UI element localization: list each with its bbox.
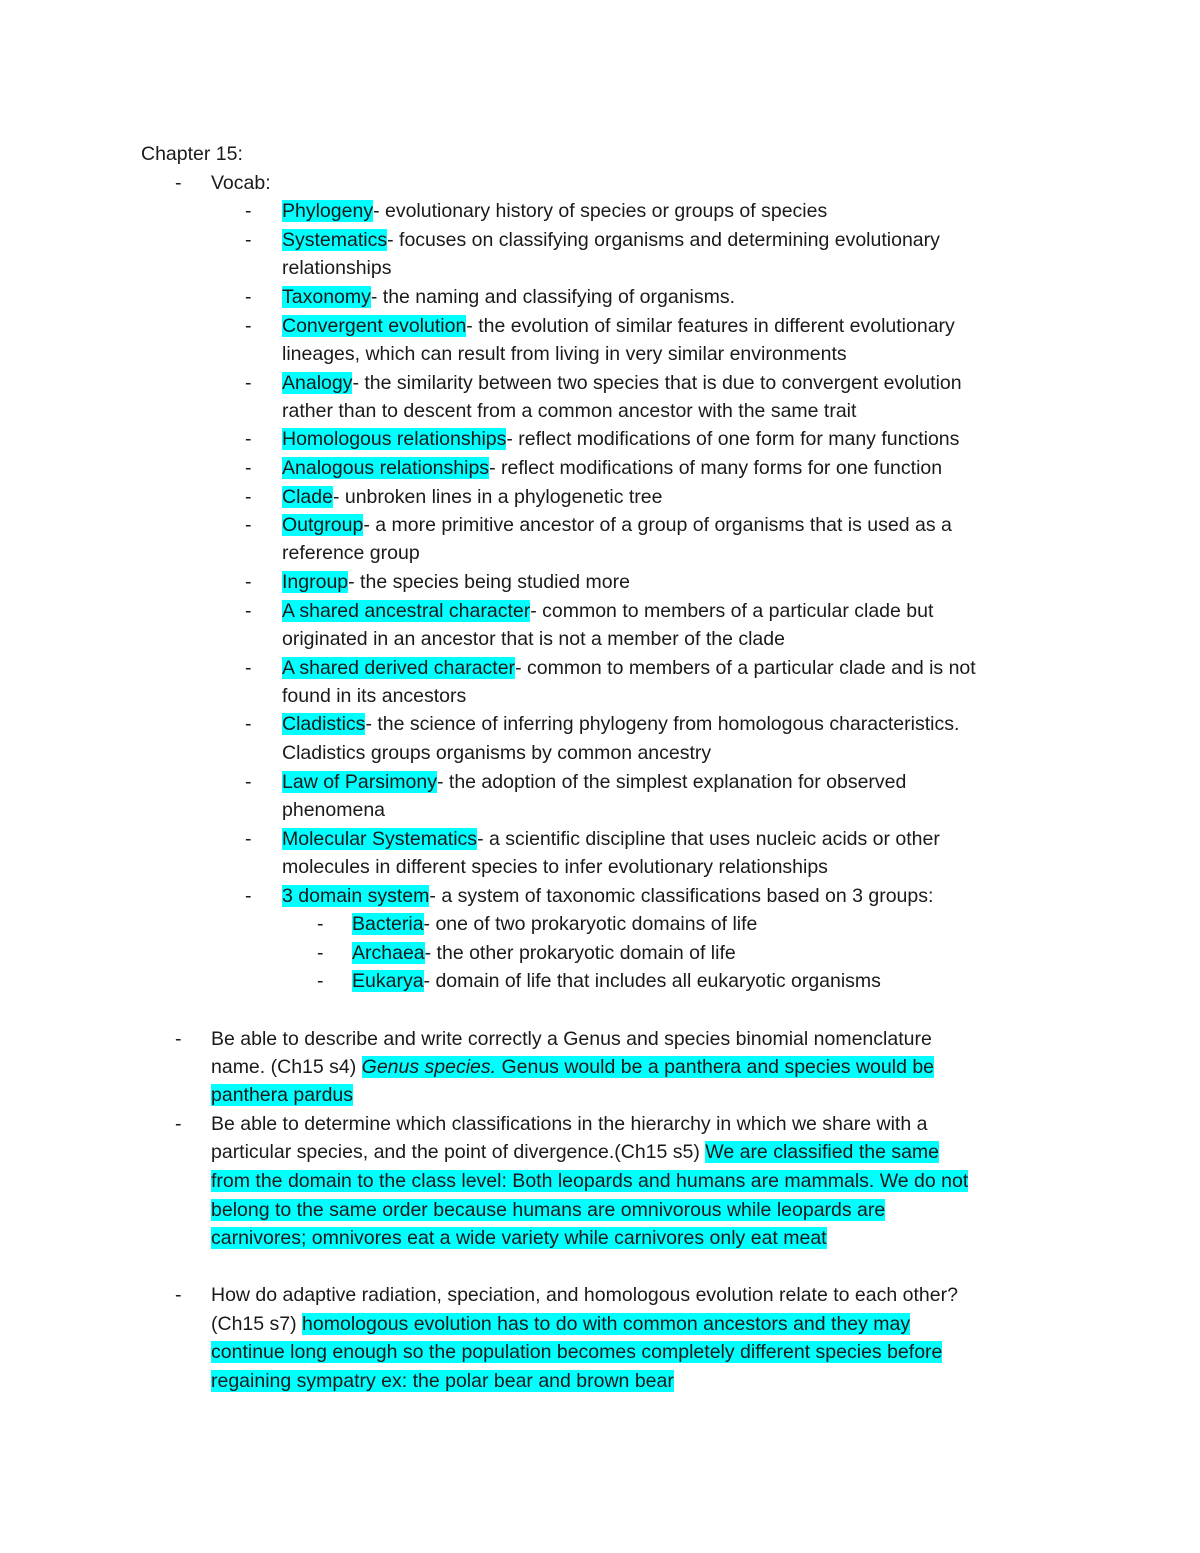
vocab-item — [282, 283, 735, 311]
vocab-term: Cladistics — [282, 713, 366, 735]
vocab-item — [282, 483, 663, 511]
answer-text: panthera pardus — [211, 1084, 354, 1106]
vocab-item — [282, 882, 933, 910]
vocab-definition: - common to members of a particular clade but — [530, 600, 934, 622]
vocab-definition: - unbroken lines in a phylogenetic tree — [332, 486, 663, 508]
vocab-term: Taxonomy — [282, 286, 371, 308]
vocab-definition: - the species being studied more — [348, 571, 630, 593]
vocab-term: Law of Parsimony — [282, 771, 437, 793]
answer-text: continue long enough so the population becomes completely different species before — [211, 1341, 943, 1363]
vocab-item — [282, 654, 976, 682]
question-text: particular species, and the point of divergence.(Ch15 s5) We are classified the same — [211, 1141, 940, 1163]
vocab-definition-cont: molecules in different species to infer evolutionary relationships — [282, 856, 828, 878]
bullet-dash: - — [245, 315, 252, 337]
bullet-dash: - — [175, 1113, 182, 1135]
vocab-item — [282, 568, 630, 596]
vocab-term: A shared derived character — [282, 657, 516, 679]
vocab-definition: - the evolution of similar features in different evolutionary — [466, 315, 955, 337]
question-text: Be able to describe and write correctly a Genus and species binomial nomenclature — [211, 1028, 932, 1050]
bullet-dash: - — [245, 771, 252, 793]
vocab-definition-cont: found in its ancestors — [282, 685, 467, 707]
question-text: (Ch15 s7) homologous evolution has to do with common ancestors and they may — [211, 1313, 911, 1335]
bullet-dash: - — [245, 571, 252, 593]
vocab-term: Eukarya — [352, 970, 424, 992]
vocab-definition: - one of two prokaryotic domains of life — [423, 913, 758, 935]
vocab-term: Analogous relationships — [282, 457, 490, 479]
vocab-item — [282, 768, 906, 796]
vocab-term: Outgroup — [282, 514, 364, 536]
vocab-term: Systematics — [282, 229, 388, 251]
vocab-heading: Vocab: — [211, 172, 271, 194]
vocab-definition: - focuses on classifying organisms and determining evolutionary — [387, 229, 940, 251]
vocab-definition: - reflect modifications of many forms for one function — [489, 457, 943, 479]
answer-highlight: homologous evolution has to do with common ancestors and they may — [302, 1313, 911, 1335]
bullet-dash: - — [175, 1284, 182, 1306]
vocab-term: 3 domain system — [282, 885, 430, 907]
vocab-item — [282, 197, 827, 225]
answer-highlight: Genus species. Genus would be a panthera and species would be — [361, 1056, 935, 1078]
vocab-definition-cont: lineages, which can result from living in very similar environments — [282, 343, 847, 365]
vocab-item — [282, 425, 959, 453]
answer-text: carnivores; omnivores eat a wide variety while carnivores only eat meat — [211, 1227, 827, 1249]
vocab-item — [282, 710, 959, 738]
bullet-dash: - — [245, 372, 252, 394]
vocab-term: Clade — [282, 486, 333, 508]
vocab-term: A shared ancestral character — [282, 600, 531, 622]
vocab-term: Ingroup — [282, 571, 349, 593]
question-text: name. (Ch15 s4) Genus species. Genus would be a panthera and species would be — [211, 1056, 935, 1078]
bullet-dash: - — [245, 200, 252, 222]
vocab-definition: - the naming and classifying of organisms. — [370, 286, 736, 308]
vocab-definition: - reflect modifications of one form for many functions — [506, 428, 960, 450]
vocab-item — [282, 511, 952, 539]
vocab-definition: - the other prokaryotic domain of life — [424, 942, 736, 964]
vocab-definition: - the similarity between two species that is due to convergent evolution — [352, 372, 962, 394]
vocab-definition: - a more primitive ancestor of a group of organisms that is used as a — [363, 514, 952, 536]
bullet-dash: - — [245, 229, 252, 251]
vocab-term: Archaea — [352, 942, 425, 964]
bullet-dash: - — [245, 657, 252, 679]
bullet-dash: - — [245, 286, 252, 308]
bullet-dash: - — [175, 172, 182, 194]
bullet-dash: - — [175, 1028, 182, 1050]
vocab-item — [282, 226, 940, 254]
vocab-definition-cont: rather than to descent from a common ancestor with the same trait — [282, 400, 857, 422]
vocab-subitem — [352, 939, 736, 967]
bullet-dash: - — [317, 942, 324, 964]
question-text: How do adaptive radiation, speciation, and homologous evolution relate to each other? — [211, 1284, 958, 1306]
question-text: Be able to determine which classifications in the hierarchy in which we share with a — [211, 1113, 928, 1135]
vocab-item — [282, 597, 933, 625]
vocab-definition: - common to members of a particular clade and is not — [515, 657, 976, 679]
bullet-dash: - — [245, 428, 252, 450]
vocab-item — [282, 369, 962, 397]
bullet-dash: - — [317, 913, 324, 935]
vocab-definition: - the science of inferring phylogeny from homologous characteristics. — [365, 713, 960, 735]
bullet-dash: - — [245, 828, 252, 850]
bullet-dash: - — [245, 713, 252, 735]
vocab-definition-cont: reference group — [282, 542, 420, 564]
bullet-dash: - — [245, 457, 252, 479]
vocab-term: Bacteria — [352, 913, 424, 935]
chapter-heading: Chapter 15: — [141, 143, 243, 165]
bullet-dash: - — [245, 514, 252, 536]
vocab-subitem — [352, 967, 881, 995]
vocab-term: Homologous relationships — [282, 428, 507, 450]
vocab-term: Analogy — [282, 372, 353, 394]
bullet-dash: - — [245, 885, 252, 907]
vocab-definition-cont: originated in an ancestor that is not a member of the clade — [282, 628, 785, 650]
vocab-definition-cont: phenomena — [282, 799, 386, 821]
answer-text: regaining sympatry ex: the polar bear and brown bear — [211, 1370, 674, 1392]
bullet-dash: - — [245, 600, 252, 622]
answer-text: belong to the same order because humans are omnivorous while leopards are — [211, 1199, 886, 1221]
answer-highlight: We are classified the same — [705, 1141, 940, 1163]
vocab-term: Molecular Systematics — [282, 828, 478, 850]
vocab-definition: - a scientific discipline that uses nucleic acids or other — [477, 828, 940, 850]
vocab-term: Convergent evolution — [282, 315, 467, 337]
vocab-item — [282, 312, 955, 340]
vocab-definition: - domain of life that includes all eukaryotic organisms — [423, 970, 881, 992]
vocab-definition-cont: Cladistics groups organisms by common ancestry — [282, 742, 712, 764]
vocab-subitem — [352, 910, 757, 938]
bullet-dash: - — [245, 486, 252, 508]
vocab-definition: - a system of taxonomic classifications based on 3 groups: — [429, 885, 934, 907]
vocab-term: Phylogeny — [282, 200, 374, 222]
vocab-item — [282, 825, 940, 853]
vocab-definition: - the adoption of the simplest explanation for observed — [436, 771, 907, 793]
vocab-item — [282, 454, 942, 482]
vocab-definition-cont: relationships — [282, 257, 392, 279]
bullet-dash: - — [317, 970, 324, 992]
answer-text: from the domain to the class level: Both leopards and humans are mammals. We do not — [211, 1170, 969, 1192]
vocab-definition: - evolutionary history of species or groups of species — [373, 200, 828, 222]
